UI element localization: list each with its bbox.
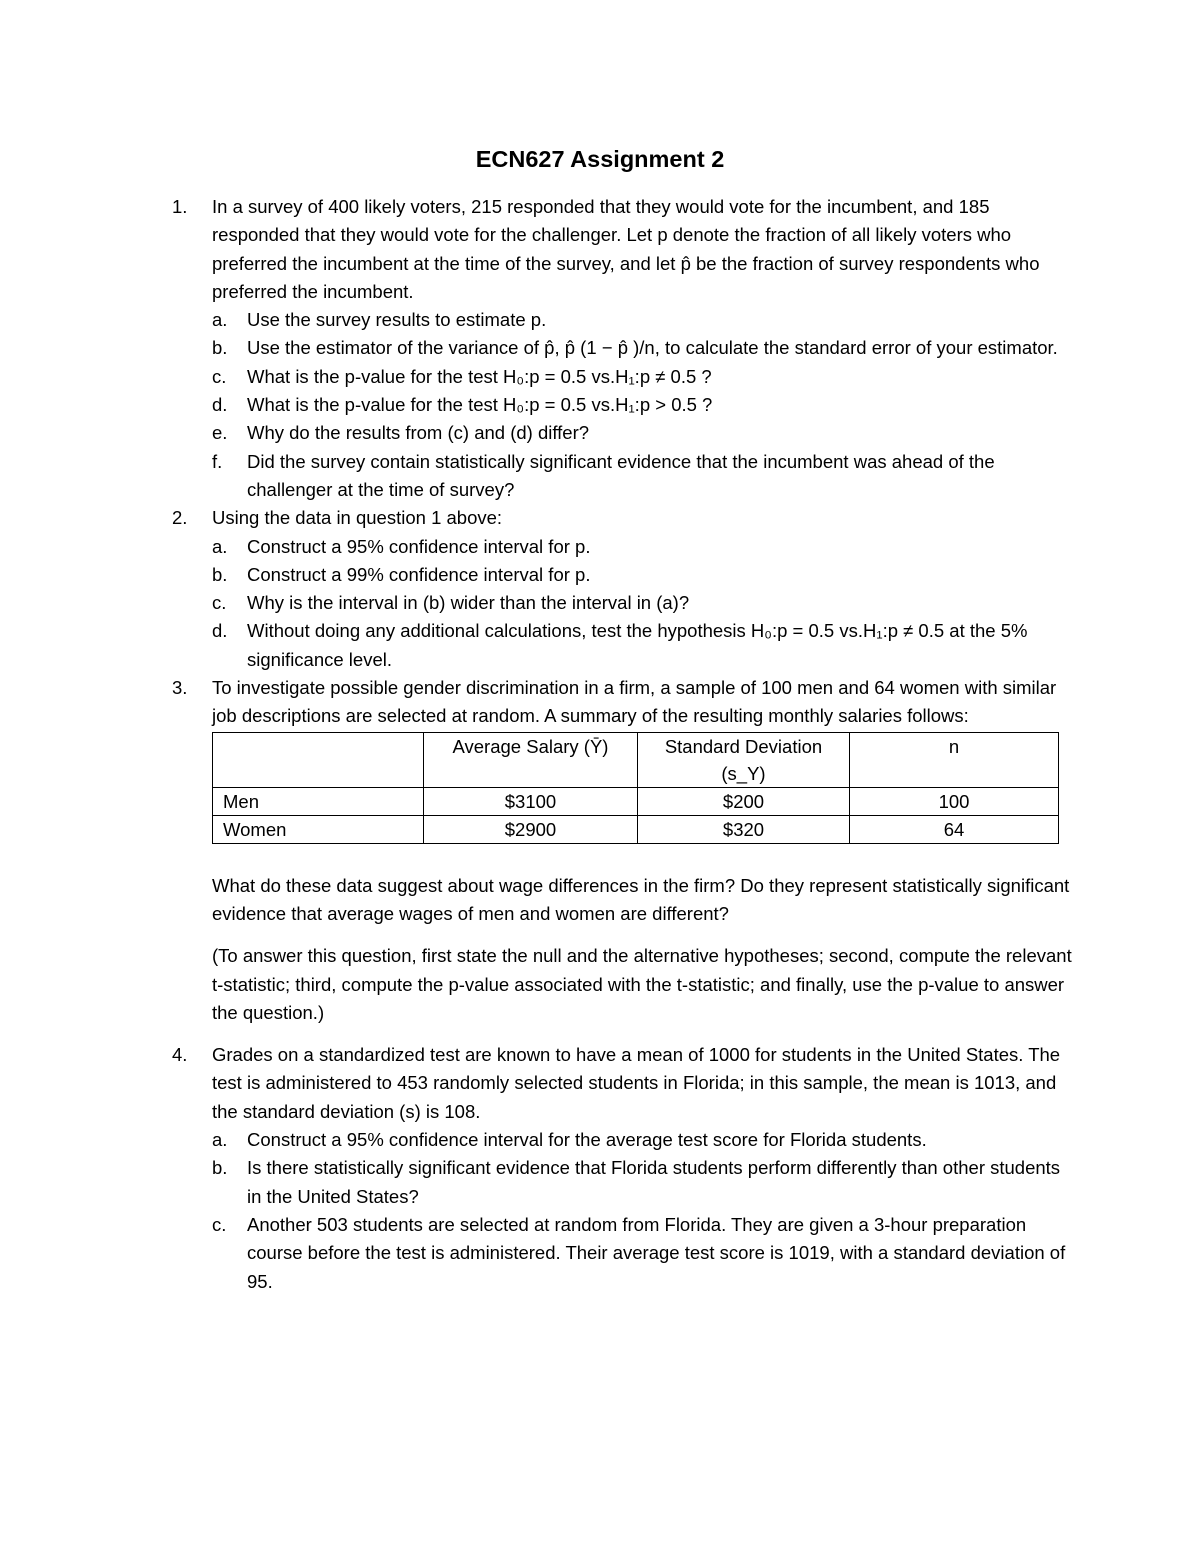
- list-item: [172, 1154, 1072, 1211]
- item-letter: c.: [212, 365, 227, 387]
- table-cell: 100: [850, 787, 1059, 815]
- item-letter: e.: [212, 422, 228, 444]
- question-4-parts: [212, 1126, 1072, 1296]
- table-cell: $320: [638, 815, 850, 843]
- list-item: [172, 419, 1072, 447]
- table-cell: $2900: [424, 815, 638, 843]
- question-2: [172, 504, 1072, 674]
- item-text: What is the p-value for the test H₀:p = 0.5 vs.H₁:p > 0.5 ?: [247, 394, 713, 416]
- question-number: 2.: [172, 507, 188, 529]
- question-1-parts: [212, 306, 1072, 504]
- list-item: [172, 448, 1072, 505]
- question-number: 1.: [172, 196, 188, 217]
- table-header-cell: [213, 732, 424, 787]
- question-3-instructions: (To answer this question, first state the null and the alternative hypotheses; second, compute the relevant t-statistic; third, compute the p-value associated with the t-statistic; and finally, use the p-value to answer the question.): [212, 945, 1072, 1023]
- item-letter: b.: [212, 337, 228, 359]
- table-cell: $3100: [424, 787, 638, 815]
- list-item: [172, 334, 1072, 362]
- table-cell: $200: [638, 787, 850, 815]
- item-letter: a.: [212, 535, 228, 557]
- list-item: [172, 306, 1072, 334]
- table-header-row: [213, 732, 1059, 787]
- list-item: [172, 391, 1072, 419]
- question-text: Using the data in question 1 above:: [212, 507, 503, 529]
- question-2-parts: [212, 533, 1072, 674]
- list-item: [172, 1211, 1072, 1296]
- question-text: To investigate possible gender discrimination in a firm, a sample of 100 men and 64 women with similar job descriptions are selected at random. A summary of the resulting monthly salaries follows:: [212, 677, 1057, 727]
- item-text: Construct a 95% confidence interval for p.: [247, 535, 591, 557]
- list-item: [172, 1126, 1072, 1154]
- table-cell: Men: [213, 787, 424, 815]
- salary-table: [212, 732, 1059, 844]
- question-3-paragraph: What do these data suggest about wage differences in the firm? Do they represent statistically significant evidence that average wages of men and women are different?: [212, 874, 1070, 924]
- table-header-cell: Standard Deviation (s_Y): [638, 732, 850, 787]
- question-4: [172, 1041, 1072, 1296]
- list-item: [172, 533, 1072, 561]
- item-letter: c.: [212, 592, 227, 614]
- item-text: Is there statistically significant evidence that Florida students perform differently than other students in the United States?: [247, 1157, 1061, 1207]
- item-letter: f.: [212, 450, 223, 472]
- question-1: [172, 193, 1072, 504]
- item-text: Why do the results from (c) and (d) differ?: [247, 422, 590, 444]
- question-number: 3.: [172, 677, 188, 699]
- item-letter: c.: [212, 1213, 227, 1235]
- table-cell: 64: [850, 815, 1059, 843]
- table-header-cell: n: [850, 732, 1059, 787]
- item-text: Without doing any additional calculations, test the hypothesis H₀:p = 0.5 vs.H₁:p ≠ 0.5 at the 5% significance level.: [247, 620, 1028, 670]
- table-row: [213, 815, 1059, 843]
- item-text: Construct a 95% confidence interval for the average test score for Florida students.: [247, 1129, 927, 1151]
- question-text: Grades on a standardized test are known to have a mean of 1000 for students in the United States. The test is administered to 453 randomly selected students in Florida; in this sample, the mean is 1013, and the standard deviation (s) is 108.: [212, 1044, 1061, 1122]
- item-text: Use the survey results to estimate p.: [247, 309, 547, 331]
- item-letter: b.: [212, 1157, 228, 1179]
- question-text: In a survey of 400 likely voters, 215 responded that they would vote for the incumbent, and 185 responded that they would vote for the challenger. Let p denote the fraction of all likely voters who preferred the incumbent at the time of the survey, and let p̂ be the fraction of survey respondents who preferred the incumbent.: [212, 196, 1040, 302]
- item-text: Another 503 students are selected at random from Florida. They are given a 3-hour preparation course before the test is administered. Their average test score is 1019, with a standard deviation of 95.: [247, 1213, 1066, 1292]
- question-3: [172, 674, 1072, 1027]
- item-letter: d.: [212, 394, 228, 416]
- list-item: [172, 561, 1072, 589]
- item-letter: a.: [212, 1129, 228, 1151]
- item-text: Did the survey contain statistically significant evidence that the incumbent was ahead of the challenger at the time of survey?: [247, 450, 995, 500]
- list-item: [172, 617, 1072, 674]
- document-body: [172, 193, 1072, 1296]
- table-header-cell: Average Salary (Ȳ): [424, 732, 638, 787]
- item-text: Use the estimator of the variance of p̂, p̂ (1 − p̂ )/n, to calculate the standard error of your estimator.: [247, 337, 1058, 359]
- item-letter: b.: [212, 563, 228, 585]
- list-item: [172, 363, 1072, 391]
- item-letter: d.: [212, 620, 228, 642]
- list-item: [172, 589, 1072, 617]
- question-number: 4.: [172, 1044, 188, 1066]
- item-letter: a.: [212, 309, 228, 331]
- table-cell: Women: [213, 815, 424, 843]
- table-row: [213, 787, 1059, 815]
- item-text: Why is the interval in (b) wider than the interval in (a)?: [247, 592, 690, 614]
- document-title: ECN627 Assignment 2: [475, 146, 725, 172]
- item-text: What is the p-value for the test H₀:p = 0.5 vs.H₁:p ≠ 0.5 ?: [247, 365, 712, 387]
- item-text: Construct a 99% confidence interval for p.: [247, 563, 591, 585]
